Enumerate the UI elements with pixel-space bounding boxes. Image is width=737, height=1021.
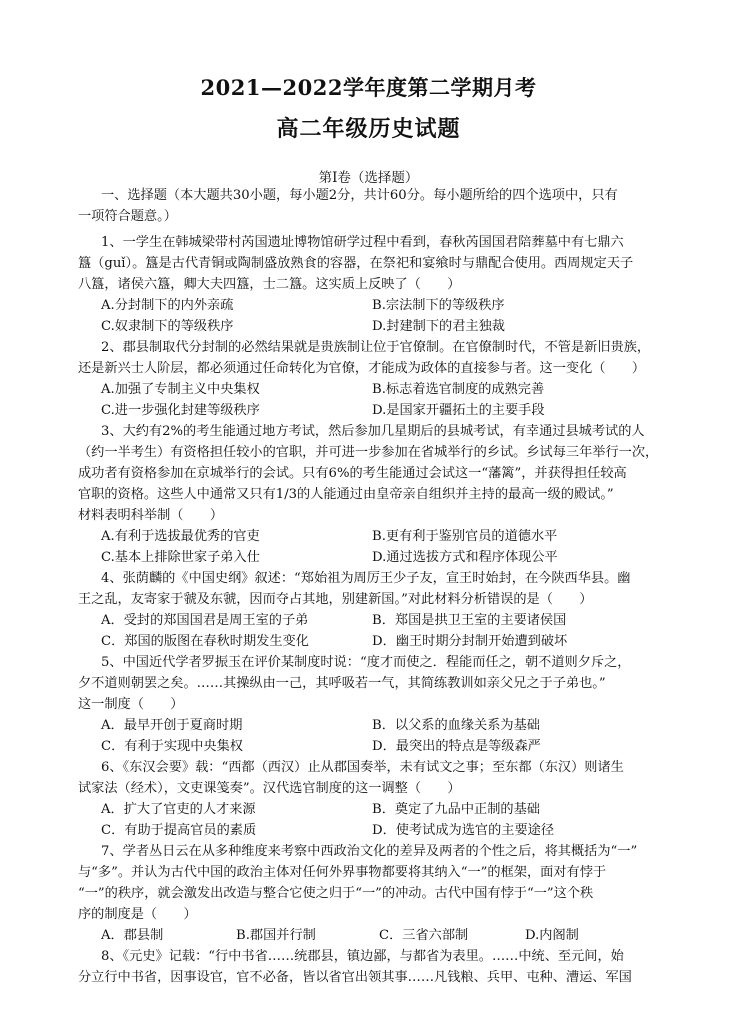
question-6-option-d: D．使考试成为选官的主要途径: [372, 823, 555, 838]
question-2-stem: 还是新兴士人阶层，都必须通过任命转化为官僚，才能成为政体的直接参与者。这一变化（ ）: [78, 361, 646, 376]
question-3-stem: 材料表明科举制（ ）: [78, 508, 224, 523]
question-2-option-a: A.加强了专制主义中央集权: [101, 382, 260, 397]
question-2-stem: 2、郡县制取代分封制的必然结果就是贵族制让位于官僚制。在官僚制时代，不管是新旧贵族，: [101, 340, 651, 355]
question-6-option-a: A．扩大了官吏的人才来源: [101, 802, 256, 817]
question-3-stem: 成功者有资格参加在京城举行的会试。只有6%的考生能通过会试这一“藩篱”，并获得担任较高: [78, 466, 627, 481]
question-1-stem: 八簋，诸侯六簋，卿大夫四簋，士二簋。这实质上反映了（ ）: [78, 277, 461, 292]
question-2-option-b: B.标志着选官制度的成熟完善: [372, 382, 545, 397]
question-7-stem: 7、学者丛日云在从多种维度来考察中西政治文化的差异及两者的个性之后，将其概括为“一”: [101, 844, 638, 859]
question-5-stem: 这一制度（ ）: [78, 697, 184, 712]
question-8-stem: 分立行中书省，因事设官，官不必备，皆以省官出领其事……凡钱粮、兵甲、屯种、漕运、军国: [78, 970, 632, 985]
instructions-line: 一项符合题意。）: [78, 209, 177, 224]
question-3-option-b: B.更有利于鉴别官员的道德水平: [372, 529, 558, 544]
question-1-option-b: B.宗法制下的等级秩序: [372, 298, 505, 313]
question-6-option-c: C．有助于提高官员的素质: [101, 823, 257, 838]
question-1-option-d: D.封建制下的君主独裁: [372, 319, 505, 334]
question-5-option-a: A．最早开创于夏商时期: [101, 718, 243, 733]
question-3-stem: 官职的资格。这些人中通常又只有1/3的人能通过由皇帝亲自组织并主持的最高一级的殿试。”: [78, 487, 614, 502]
question-1-option-c: C.奴隶制下的等级秩序: [101, 319, 234, 334]
question-4-option-c: C．郑国的版图在春秋时期发生变化: [101, 634, 309, 649]
question-4-option-a: A．受封的郑国国君是周王室的子弟: [101, 613, 309, 628]
question-6-stem: 试家法（经术），文吏课笺奏”。汉代选官制度的这一调整（ ）: [78, 781, 461, 796]
question-7-stem: “一”的秩序，就会激发出改造与整合它使之归于“一”的冲动。古代中国有悖于“一”这个秩: [78, 886, 594, 901]
question-1-stem: 簋（guǐ）。簋是古代青铜或陶制盛放熟食的容器，在祭祀和宴飨时与鼎配合使用。西周规定天子: [78, 256, 634, 271]
question-3-option-d: D.通过选拔方式和程序体现公平: [372, 550, 558, 565]
question-6-stem: 6、《东汉会要》载：“西都（西汉）止从郡国奏举，未有试文之事；至东都（东汉）则诸生: [101, 760, 624, 775]
question-7-option-b: B.郡国并行制: [236, 928, 316, 943]
question-5-stem: 5、中国近代学者罗振玉在评价某制度时说：“度才而使之．程能而任之，朝不道则夕斥之，: [101, 655, 631, 670]
question-4-option-b: B．郑国是拱卫王室的主要诸侯国: [372, 613, 567, 628]
question-4-option-d: D．幽王时期分封制开始遭到破坏: [372, 634, 568, 649]
question-3-option-a: A.有利于选拔最优秀的官吏: [101, 529, 260, 544]
question-3-stem: 3、大约有2%的考生能通过地方考试，然后参加几星期后的县城考试，有幸通过县城考试的人: [101, 424, 645, 439]
question-4-stem: 4、张荫麟的《中国史纲》叙述：“郑始祖为周厉王少子友，宣王时始封，在今陕西华县。幽: [101, 571, 631, 586]
question-5-option-b: B．以父系的血缘关系为基础: [372, 718, 540, 733]
instructions-line: 一、选择题（本大题共30小题，每小题2分，共计60分。每小题所给的四个选项中，只有: [101, 188, 618, 203]
question-7-option-c: C．三省六部制: [379, 928, 469, 943]
question-3-stem: （约一半考生）有资格担任较小的官职，并可进一步参加在省城举行的乡试。乡试每三年举行一次，: [78, 445, 659, 460]
question-1-option-a: A.分封制下的内外亲疏: [101, 298, 234, 313]
question-2-option-c: C.进一步强化封建等级秩序: [101, 403, 260, 418]
question-1-stem: 1、一学生在韩城梁带村芮国遗址博物馆研学过程中看到，春秋芮国国君陪葬墓中有七鼎六: [101, 235, 624, 250]
question-6-option-b: B．奠定了九品中正制的基础: [372, 802, 540, 817]
question-7-stem: 与“多”。并认为古代中国的政治主体对任何外界事物都要将其纳入“一”的框架，面对有悖于: [78, 865, 607, 880]
question-5-option-d: D．最突出的特点是等级森严: [372, 739, 541, 754]
question-3-option-c: C.基本上排除世家子弟入仕: [101, 550, 260, 565]
question-8-stem: 8、《元史》记载：“行中书省……统郡县，镇边鄙，与都省为表里。……中统、至元间，始: [101, 949, 624, 964]
question-5-stem: 夕不道则朝罢之矣。……其操纵由一己，其呼吸若一气，其简练教训如亲父兄之于子弟也。”: [78, 676, 606, 691]
question-7-option-d: D.内阁制: [525, 928, 579, 943]
question-7-option-a: A．郡县制: [101, 928, 164, 943]
question-5-option-c: C．有利于实现中央集权: [101, 739, 243, 754]
question-7-stem: 序的制度是（ ）: [78, 907, 197, 922]
exam-title: 2021—2022学年度第二学期月考: [200, 75, 537, 100]
question-2-option-d: D.是国家开疆拓土的主要手段: [372, 403, 545, 418]
question-4-stem: 王之乱，友寄家于虢及东虢，因而夺占其地，别建新国。”对此材料分析错误的是（ ）: [78, 592, 593, 607]
section-heading: 第Ⅰ卷（选择题）: [318, 170, 419, 186]
exam-subtitle: 高二年级历史试题: [276, 116, 461, 142]
